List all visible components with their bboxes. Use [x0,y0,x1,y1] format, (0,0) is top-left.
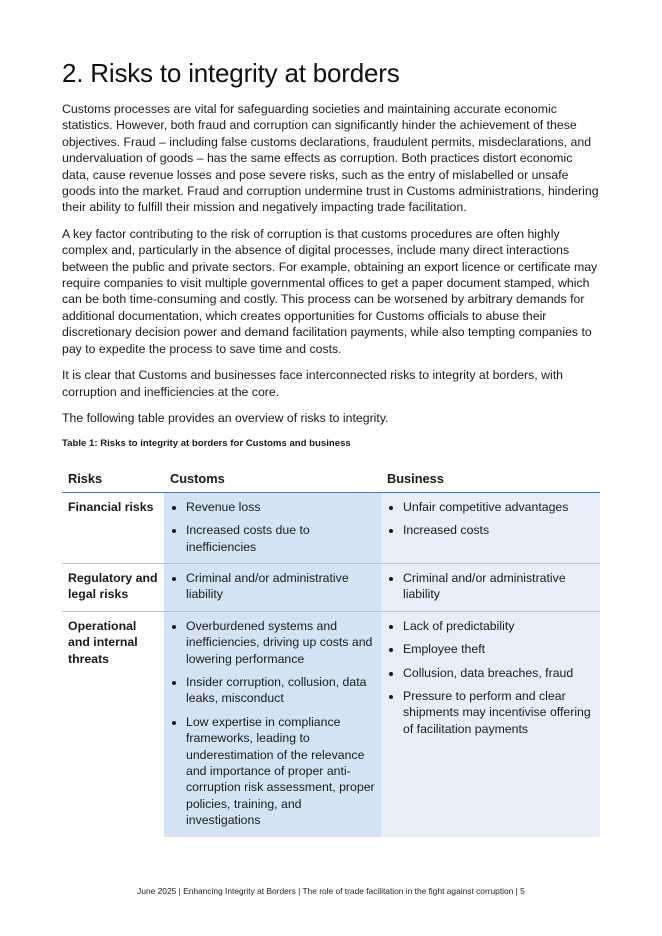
paragraph: Customs processes are vital for safeguarding societies and maintaining accurate economic statistics. However, both fraud and corruption can significantly hinder the achievement of these objectives. Fraud – including false customs declarations, fraudulent permits, misdeclarations, and undervaluation of goods – has the same effects as corruption. Both practices distort economic data, cause revenue losses and pose severe risks, such as the entry of mislabelled or unsafe goods into the market. Fraud and corruption undermine trust in Customs administrations, hindering their ability to fulfill their mission and negatively impacting trade facilitation. [62,102,599,215]
business-cell [381,611,600,836]
list-item: • Criminal and/or administrative liability [403,570,594,603]
paragraph: A key factor contributing to the risk of corruption is that customs procedures are often highly complex and, particularly in the absence of digital processes, include many direct interactions between the public and private sectors. For example, obtaining an export licence or certificate may require companies to visit multiple governmental offices to get a paper document stamped, which can be both time-consuming and costly. This process can be worsened by arbitrary demands for additional documentation, which creates opportunities for Customs officials to abuse their discretionary decision power and demand facilitation payments, while also tempting companies to pay to expedite the process to save time and costs. [62,226,598,356]
customs-list [170,618,375,829]
business-list [387,570,594,603]
business-list [387,618,594,737]
list-item: • Low expertise in compliance frameworks, leading to underestimation of the relevance and importance of proper anti-corruption risk assessment, proper policies, training, and investigations [186,714,375,829]
list-item: • Unfair competitive advantages [403,499,594,515]
list-item: • Insider corruption, collusion, data leaks, misconduct [186,674,375,707]
list-item: • Revenue loss [186,499,375,515]
risks-table [62,471,600,836]
customs-list [170,570,375,603]
section-title: 2. Risks to integrity at borders [62,58,400,88]
list-item: • Lack of predictability [403,618,594,634]
table-header-row [62,471,600,492]
page-content [62,58,600,837]
table-caption: Table 1: Risks to integrity at borders for Customs and business [62,438,351,450]
customs-list [170,499,375,555]
list-item: • Pressure to perform and clear shipments may incentivise offering of facilitation payments [403,688,594,737]
table-row [62,492,600,563]
table-row [62,611,600,836]
list-item: • Overburdened systems and inefficiencies, driving up costs and lowering performance [186,618,375,667]
risk-category: Operational and internal threats [68,618,138,666]
list-item: • Collusion, data breaches, fraud [403,665,594,681]
business-list [387,499,594,539]
table-row [62,563,600,611]
list-item: • Employee theft [403,641,594,657]
risk-category: Regulatory and legal risks [62,563,164,611]
customs-cell [164,611,381,836]
customs-cell [164,492,381,563]
paragraph: The following table provides an overview of risks to integrity. [62,410,389,425]
list-item: • Increased costs [403,522,594,538]
customs-cell [164,563,381,611]
header-risks: Risks [62,471,164,492]
list-item: • Criminal and/or administrative liability [186,570,375,603]
header-customs: Customs [164,471,381,492]
risk-category: Financial risks [62,492,164,563]
paragraph: It is clear that Customs and businesses face interconnected risks to integrity at borders, with corruption and inefficiencies at the core. [62,368,563,399]
page-footer: June 2025 | Enhancing Integrity at Borders | The role of trade facilitation in the fight against corruption | 5 [137,886,525,896]
header-business: Business [381,471,600,492]
list-item: • Increased costs due to inefficiencies [186,522,375,555]
business-cell [381,563,600,611]
business-cell [381,492,600,563]
